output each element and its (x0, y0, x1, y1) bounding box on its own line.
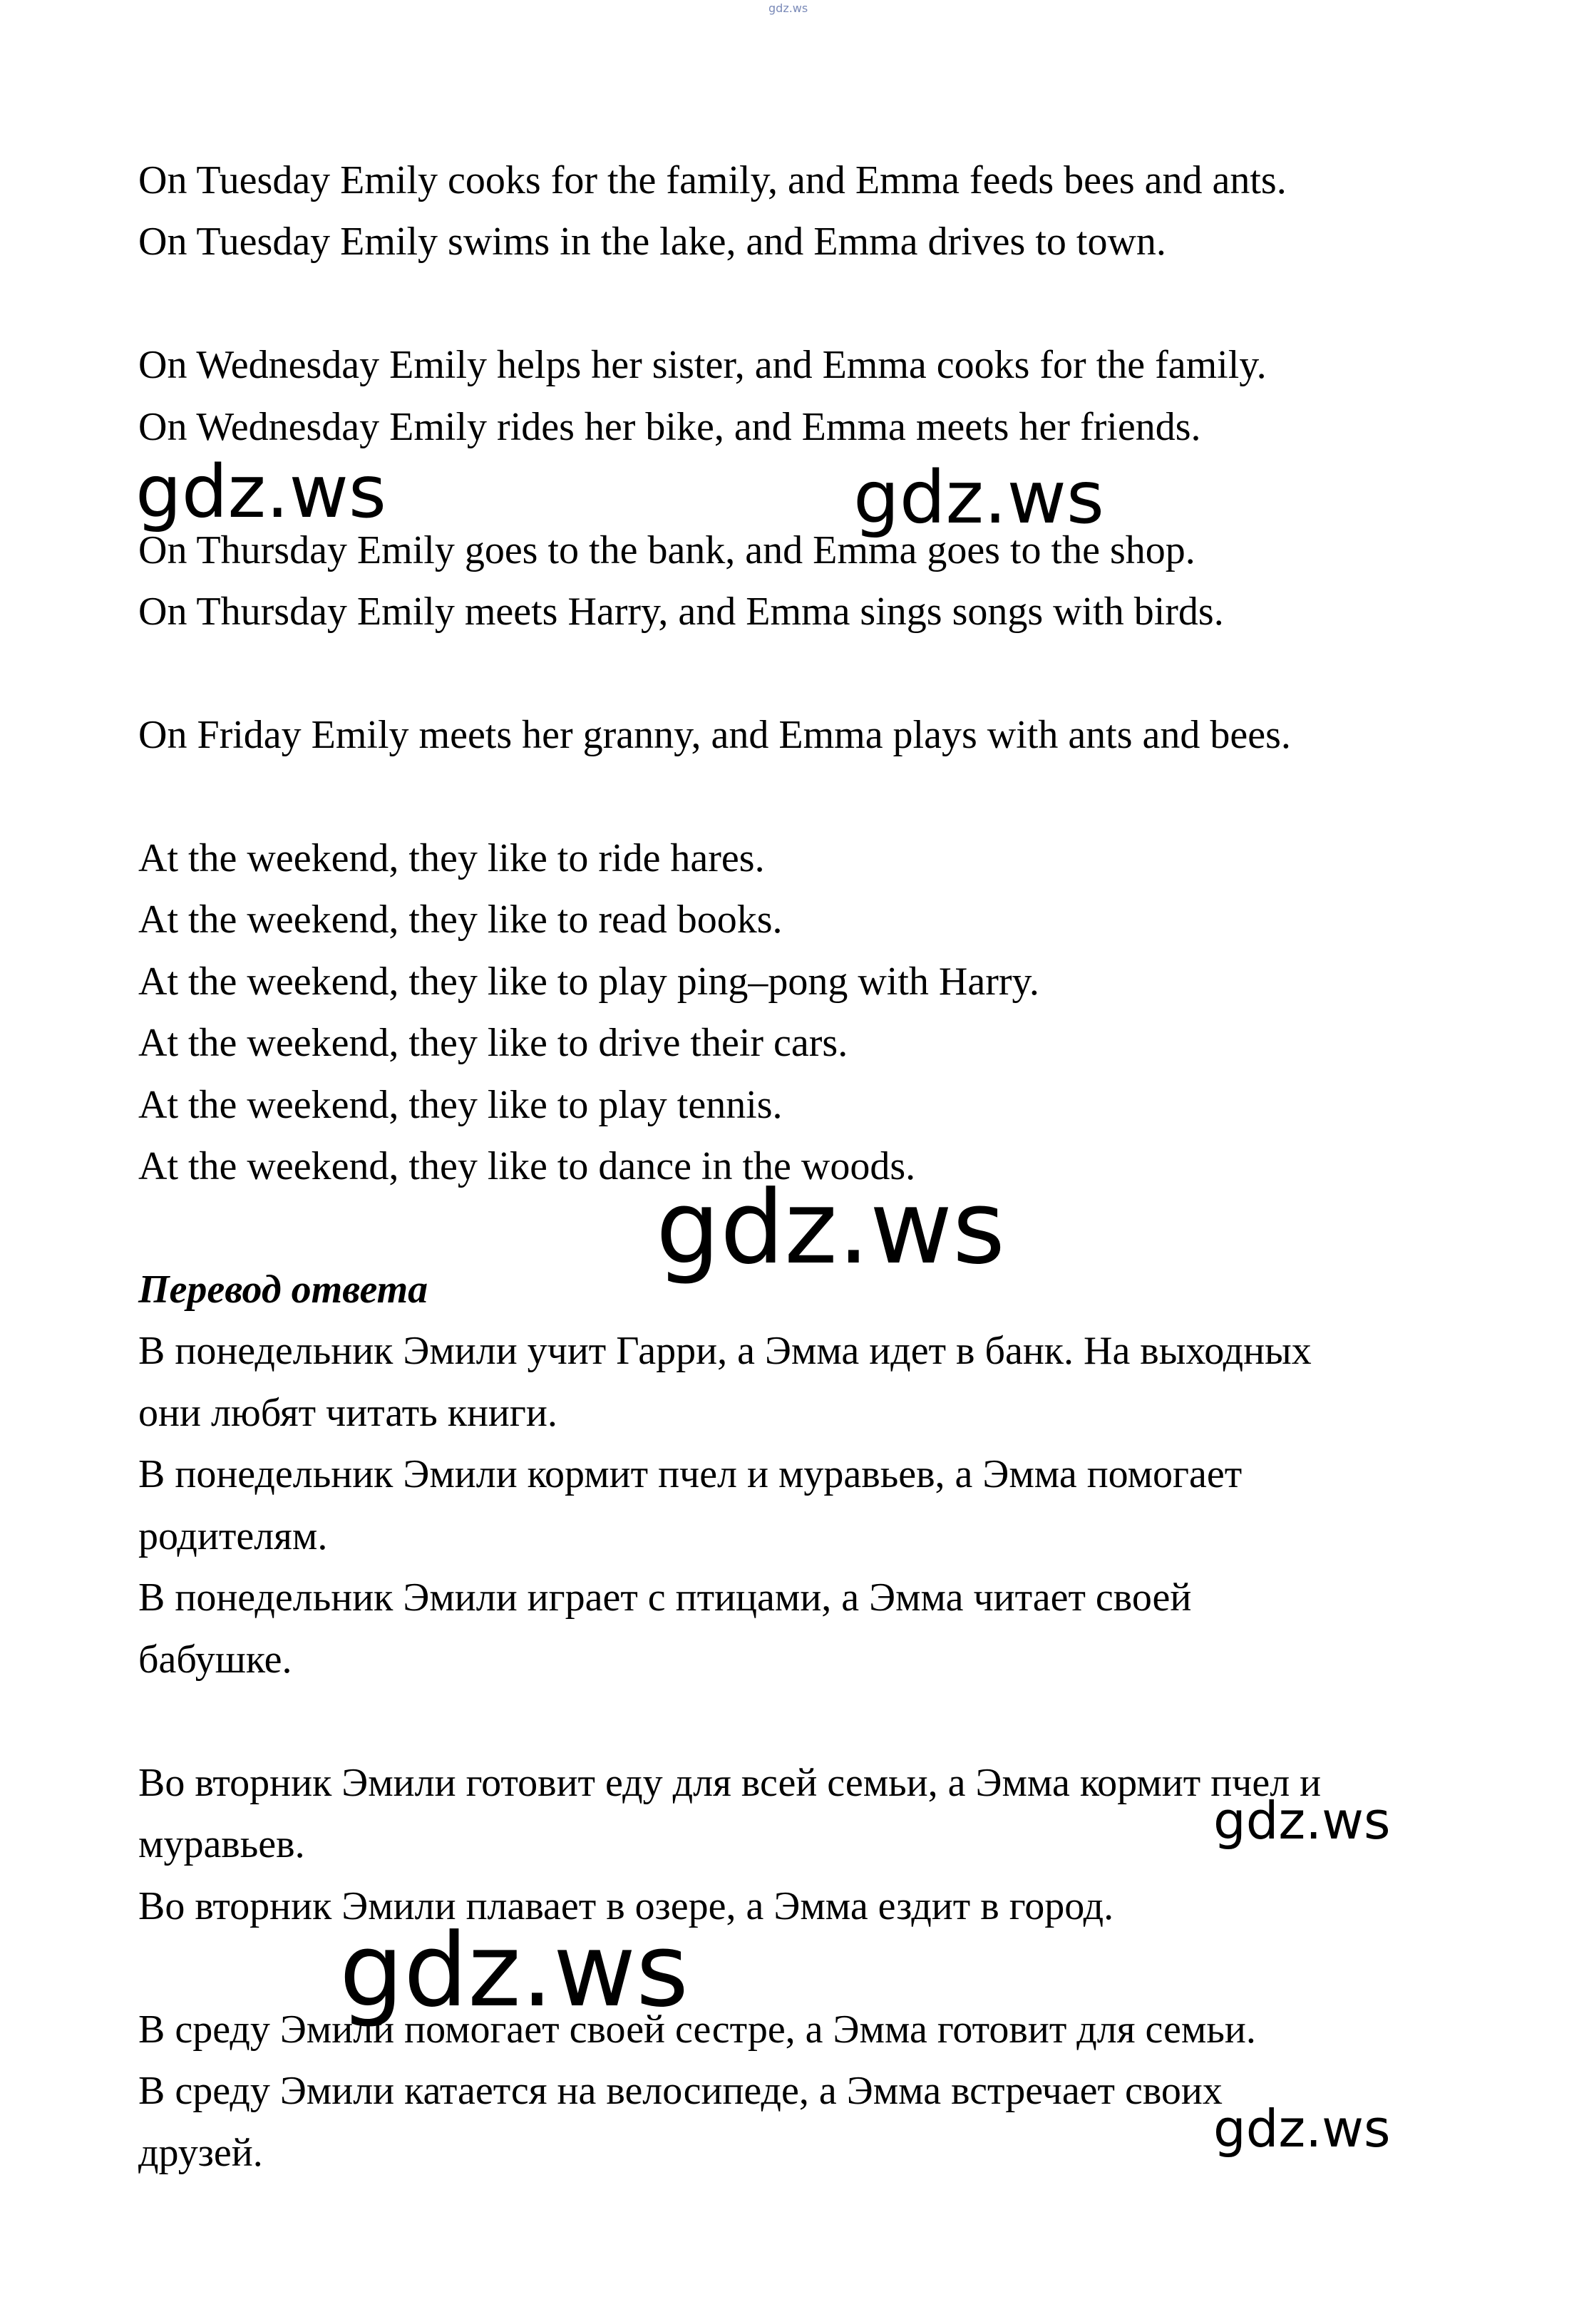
text-line-weekend-2: At the weekend, they like to read books. (138, 898, 783, 942)
text-line-tuesday-1: On Tuesday Emily cooks for the family, and Emma feeds bees and ants. (138, 158, 1287, 202)
watermark: gdz.ws (1213, 1791, 1391, 1851)
translation-line: они любят читать книги. (138, 1391, 557, 1435)
text-line-thursday-2: On Thursday Emily meets Harry, and Emma sings songs with birds. (138, 590, 1224, 634)
translation-line: В среду Эмили катается на велосипеде, а Эмма встречает своих (138, 2069, 1223, 2113)
watermark: gdz.ws (339, 1912, 689, 2030)
text-line-weekend-6: At the weekend, they like to dance in the woods. (138, 1144, 916, 1188)
text-line-weekend-4: At the weekend, they like to drive their cars. (138, 1021, 848, 1065)
translation-line: В понедельник Эмили кормит пчел и муравьев, а Эмма помогает (138, 1452, 1243, 1496)
text-line-thursday-1: On Thursday Emily goes to the bank, and Emma goes to the shop. (138, 528, 1195, 572)
translation-line: В понедельник Эмили учит Гарри, а Эмма идет в банк. На выходных (138, 1329, 1312, 1373)
header-watermark: gdz.ws (768, 1, 808, 15)
text-line-weekend-1: At the weekend, they like to ride hares. (138, 836, 765, 880)
translation-line: бабушке. (138, 1637, 292, 1682)
watermark: gdz.ws (1213, 2099, 1391, 2159)
text-line-friday-1: On Friday Emily meets her granny, and Emma plays with ants and bees. (138, 713, 1291, 757)
translation-line: В среду Эмили помогает своей сестре, а Эмма готовит для семьи. (138, 2007, 1256, 2052)
translation-line: родителям. (138, 1514, 328, 1558)
translation-heading: Перевод ответа (138, 1268, 428, 1312)
translation-line: Во вторник Эмили плавает в озере, а Эмма ездит в город. (138, 1884, 1114, 1928)
watermark: gdz.ws (135, 450, 387, 535)
text-line-wednesday-1: On Wednesday Emily helps her sister, and Emma cooks for the family. (138, 343, 1267, 387)
translation-line: друзей. (138, 2131, 263, 2175)
translation-line: В понедельник Эмили играет с птицами, а Эмма читает своей (138, 1575, 1192, 1620)
text-line-wednesday-2: On Wednesday Emily rides her bike, and Emma meets her friends. (138, 405, 1201, 449)
text-line-weekend-3: At the weekend, they like to play ping–pong with Harry. (138, 960, 1039, 1004)
text-line-weekend-5: At the weekend, they like to play tennis. (138, 1083, 783, 1127)
watermark: gdz.ws (656, 1169, 1006, 1287)
text-line-tuesday-2: On Tuesday Emily swims in the lake, and Emma drives to town. (138, 220, 1166, 264)
translation-line: муравьев. (138, 1822, 305, 1866)
translation-line: Во вторник Эмили готовит еду для всей семьи, а Эмма кормит пчел и (138, 1761, 1322, 1805)
watermark: gdz.ws (853, 456, 1105, 540)
